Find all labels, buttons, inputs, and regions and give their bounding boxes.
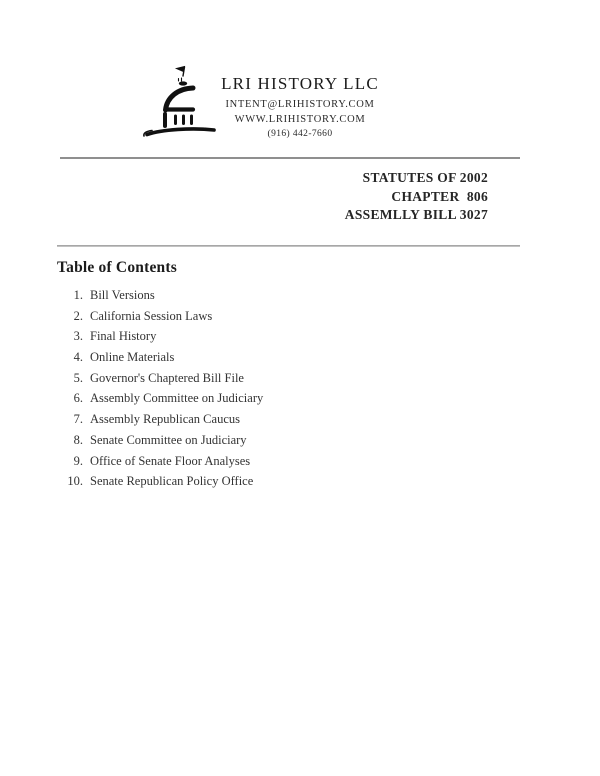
toc-item-label: Office of Senate Floor Analyses xyxy=(90,453,251,468)
toc-item-label: Assembly Republican Caucus xyxy=(90,412,240,427)
toc-item-label: Bill Versions xyxy=(90,288,155,302)
horizontal-rule-top xyxy=(60,157,520,159)
toc-item-number: 10. xyxy=(67,474,83,489)
toc-item-number: 3. xyxy=(73,329,83,344)
bill-line: ASSEMLLY BILL 3027 xyxy=(344,207,488,222)
toc-item xyxy=(57,388,387,409)
toc-item-number: 2. xyxy=(73,308,83,323)
toc-item-label: Senate Committee on Judiciary xyxy=(90,432,247,447)
toc-item-number: 4. xyxy=(73,350,83,365)
toc-item-label: Governor's Chaptered Bill File xyxy=(90,370,244,385)
website-text: WWW.LRIHISTORY.COM xyxy=(234,114,366,125)
company-name: LRI HISTORY LLC xyxy=(221,74,379,93)
toc-list xyxy=(57,285,387,492)
toc-item xyxy=(57,409,387,430)
toc-item-number: 7. xyxy=(73,412,83,427)
letterhead xyxy=(160,74,440,139)
toc-title: Table of Contents xyxy=(57,259,177,276)
chapter-line: CHAPTER 806 xyxy=(391,188,488,204)
toc-item-label: Final History xyxy=(90,329,157,344)
toc-item xyxy=(57,326,387,347)
toc-item xyxy=(57,285,387,306)
toc-item-label: Assembly Committee on Judiciary xyxy=(90,391,264,406)
toc-item-number: 8. xyxy=(73,432,83,447)
toc-item-label: Senate Republican Policy Office xyxy=(90,474,254,489)
toc-item-label: Online Materials xyxy=(90,350,175,365)
phone-text: (916) 442-7660 xyxy=(267,129,333,139)
toc-item xyxy=(57,347,387,368)
toc-item xyxy=(57,430,387,451)
case-caption xyxy=(345,169,488,225)
toc-item xyxy=(57,368,387,389)
toc-item-number: 9. xyxy=(73,453,83,468)
toc-item-label: California Session Laws xyxy=(90,308,213,323)
statutes-line: STATUTES OF 2002 xyxy=(362,170,488,185)
toc-item xyxy=(57,451,387,472)
toc-item xyxy=(57,306,387,327)
toc-item-number: 1. xyxy=(73,288,83,302)
toc-item-number: 6. xyxy=(73,391,83,406)
toc-item-number: 5. xyxy=(73,370,83,385)
email-text: INTENT@LRIHISTORY.COM xyxy=(225,98,375,110)
toc-item xyxy=(57,471,387,492)
horizontal-rule-bottom xyxy=(57,245,520,247)
